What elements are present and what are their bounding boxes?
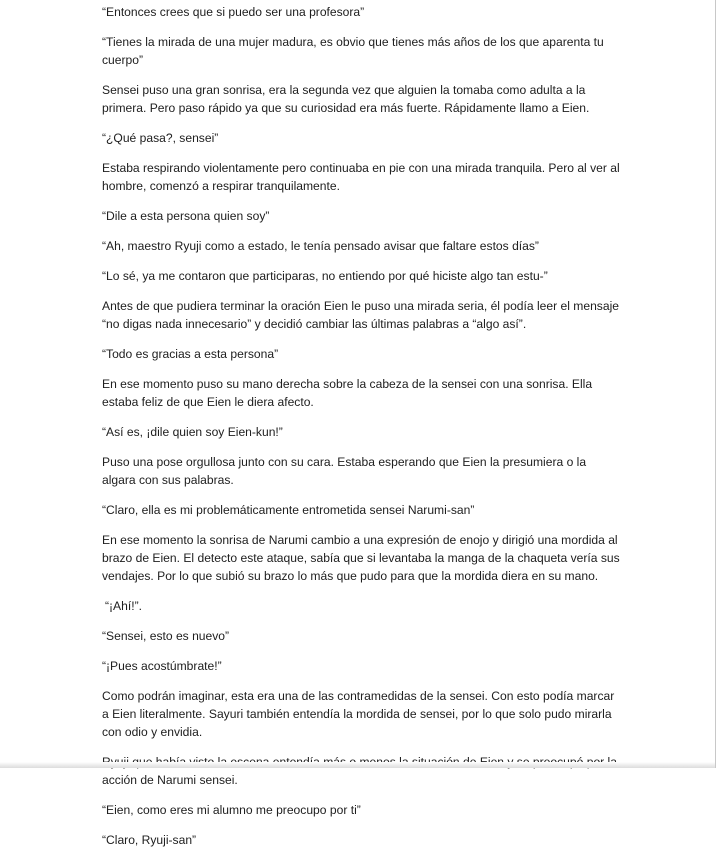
paragraph: “Claro, ella es mi problemáticamente entrometida sensei Narumi-san” bbox=[102, 503, 475, 517]
paragraph: “Ah, maestro Ryuji como a estado, le tenía pensado avisar que faltare estos días” bbox=[102, 239, 539, 253]
paragraph: “Tienes la mirada de una mujer madura, es obvio que tienes más años de los que aparenta tu cuerpo” bbox=[102, 35, 604, 67]
paragraph: “¿Qué pasa?, sensei” bbox=[102, 131, 219, 145]
paragraph: “Entonces crees que si puedo ser una profesora” bbox=[102, 5, 365, 19]
paragraph: Como podrán imaginar, esta era una de las contramedidas de la sensei. Con esto podía marcar a Eien literalmente. Sayuri también entendía la mordida de sensei, por lo que solo pudo mirarla con odio y envidia. bbox=[102, 689, 615, 739]
page-bottom-edge bbox=[0, 762, 715, 768]
paragraph: acción de Narumi sensei. bbox=[102, 773, 238, 787]
paragraph: “¡Pues acostúmbrate!” bbox=[102, 659, 222, 673]
paragraph: “Lo sé, ya me contaron que participaras, no entiendo por qué hiciste algo tan estu-” bbox=[102, 269, 548, 283]
paragraph: “Eien, como eres mi alumno me preocupo por ti” bbox=[102, 803, 361, 817]
paragraph: “¡Ahí!”. bbox=[105, 599, 142, 613]
paragraph: En ese momento puso su mano derecha sobre la cabeza de la sensei con una sonrisa. Ella estaba feliz de que Eien le diera afecto. bbox=[102, 377, 593, 409]
paragraph: Sensei puso una gran sonrisa, era la segunda vez que alguien la tomaba como adulta a la primera. Pero paso rápido ya que su curiosidad era más fuerte. Rápidamente llamo a Eien. bbox=[102, 83, 590, 115]
document-body bbox=[102, 3, 622, 861]
paragraph: Puso una pose orgullosa junto con su cara. Estaba esperando que Eien la presumiera o la algara con sus palabras. bbox=[102, 455, 587, 487]
paragraph: “Así es, ¡dile quien soy Eien-kun!” bbox=[102, 425, 283, 439]
paragraph: “Todo es gracias a esta persona” bbox=[102, 347, 279, 361]
paragraph: En ese momento la sonrisa de Narumi cambio a una expresión de enojo y dirigió una mordida al brazo de Eien. El detecto este ataque, sabía que si levantaba la manga de la chaqueta vería sus vendajes. Por lo que subió su brazo lo más que pudo para que la mordida diera en su mano. bbox=[102, 533, 620, 583]
paragraph: Antes de que pudiera terminar la oración Eien le puso una mirada seria, él podía leer el mensaje “no digas nada innecesario” y decidió cambiar las últimas palabras a “algo así”. bbox=[102, 299, 619, 331]
paragraph: “Dile a esta persona quien soy” bbox=[102, 209, 270, 223]
paragraph: Estaba respirando violentamente pero continuaba en pie con una mirada tranquila. Pero al ver al hombre, comenzó a respirar tranquilamente. bbox=[102, 161, 620, 193]
paragraph: “Sensei, esto es nuevo” bbox=[102, 629, 230, 643]
paragraph: “Claro, Ryuji-san” bbox=[102, 833, 197, 847]
